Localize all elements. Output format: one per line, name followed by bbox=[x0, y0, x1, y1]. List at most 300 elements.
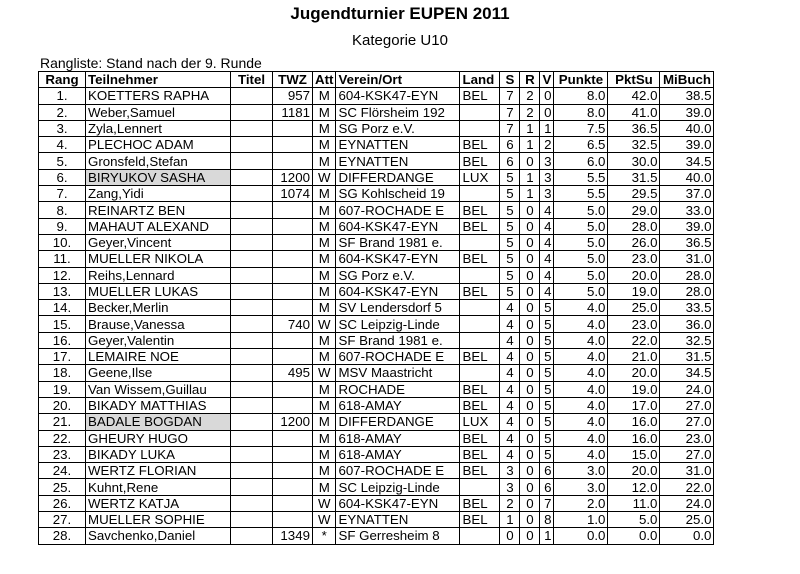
cell-r: 1 bbox=[520, 186, 540, 202]
cell-twz bbox=[273, 300, 313, 316]
col-header-punkte: Punkte bbox=[554, 72, 608, 88]
cell-name: Gronsfeld,Stefan bbox=[86, 153, 231, 169]
cell-r: 0 bbox=[520, 202, 540, 218]
cell-r: 0 bbox=[520, 495, 540, 511]
cell-mibuch: 28.0 bbox=[660, 283, 714, 299]
cell-title bbox=[231, 104, 273, 120]
cell-pktsu: 21.0 bbox=[608, 349, 660, 365]
cell-att: W bbox=[313, 365, 336, 381]
cell-rank: 5. bbox=[39, 153, 86, 169]
cell-rank: 16. bbox=[39, 332, 86, 348]
cell-s: 4 bbox=[500, 381, 520, 397]
cell-s: 7 bbox=[500, 120, 520, 136]
table-row bbox=[39, 234, 714, 250]
cell-name: WERTZ FLORIAN bbox=[86, 463, 231, 479]
cell-r: 0 bbox=[520, 463, 540, 479]
cell-mibuch: 39.0 bbox=[660, 218, 714, 234]
cell-title bbox=[231, 202, 273, 218]
cell-twz: 1181 bbox=[273, 104, 313, 120]
cell-r: 0 bbox=[520, 528, 540, 544]
cell-club: SF Brand 1981 e. bbox=[336, 332, 460, 348]
cell-v: 7 bbox=[540, 495, 554, 511]
table-row bbox=[39, 186, 714, 202]
cell-twz bbox=[273, 463, 313, 479]
cell-v: 6 bbox=[540, 479, 554, 495]
cell-pktsu: 19.0 bbox=[608, 283, 660, 299]
cell-twz bbox=[273, 137, 313, 153]
table-row bbox=[39, 512, 714, 528]
cell-pktsu: 20.0 bbox=[608, 365, 660, 381]
col-header-twz: TWZ bbox=[273, 72, 313, 88]
table-row bbox=[39, 316, 714, 332]
table-row bbox=[39, 479, 714, 495]
cell-v: 4 bbox=[540, 283, 554, 299]
cell-club: 607-ROCHADE E bbox=[336, 349, 460, 365]
cell-club: EYNATTEN bbox=[336, 137, 460, 153]
cell-v: 5 bbox=[540, 414, 554, 430]
cell-mibuch: 27.0 bbox=[660, 414, 714, 430]
cell-r: 0 bbox=[520, 153, 540, 169]
cell-twz bbox=[273, 153, 313, 169]
cell-twz bbox=[273, 267, 313, 283]
cell-rank: 19. bbox=[39, 381, 86, 397]
cell-rank: 1. bbox=[39, 88, 86, 104]
ranking-body bbox=[39, 88, 714, 544]
cell-twz: 495 bbox=[273, 365, 313, 381]
cell-r: 0 bbox=[520, 332, 540, 348]
cell-pktsu: 30.0 bbox=[608, 153, 660, 169]
cell-mibuch: 33.5 bbox=[660, 300, 714, 316]
table-row bbox=[39, 381, 714, 397]
cell-att: M bbox=[313, 283, 336, 299]
ranking-table bbox=[38, 71, 714, 545]
cell-att: M bbox=[313, 430, 336, 446]
cell-att: M bbox=[313, 381, 336, 397]
cell-club: 607-ROCHADE E bbox=[336, 463, 460, 479]
cell-title bbox=[231, 186, 273, 202]
cell-points: 4.0 bbox=[554, 446, 608, 462]
cell-name: BADALE BOGDAN bbox=[86, 414, 231, 430]
cell-att: M bbox=[313, 202, 336, 218]
cell-pktsu: 11.0 bbox=[608, 495, 660, 511]
cell-v: 8 bbox=[540, 512, 554, 528]
table-row bbox=[39, 120, 714, 136]
table-row bbox=[39, 300, 714, 316]
cell-rank: 24. bbox=[39, 463, 86, 479]
cell-mibuch: 36.0 bbox=[660, 316, 714, 332]
cell-s: 5 bbox=[500, 169, 520, 185]
cell-name: Van Wissem,Guillau bbox=[86, 381, 231, 397]
cell-s: 0 bbox=[500, 528, 520, 544]
cell-points: 4.0 bbox=[554, 349, 608, 365]
cell-points: 4.0 bbox=[554, 397, 608, 413]
table-row bbox=[39, 251, 714, 267]
cell-club: SF Gerresheim 8 bbox=[336, 528, 460, 544]
cell-v: 5 bbox=[540, 381, 554, 397]
cell-s: 4 bbox=[500, 430, 520, 446]
cell-twz bbox=[273, 234, 313, 250]
cell-land: BEL bbox=[460, 88, 500, 104]
cell-title bbox=[231, 430, 273, 446]
table-row bbox=[39, 218, 714, 234]
cell-name: BIKADY LUKA bbox=[86, 446, 231, 462]
cell-mibuch: 32.5 bbox=[660, 332, 714, 348]
cell-rank: 14. bbox=[39, 300, 86, 316]
cell-r: 0 bbox=[520, 430, 540, 446]
cell-v: 4 bbox=[540, 251, 554, 267]
cell-name: KOETTERS RAPHA bbox=[86, 88, 231, 104]
cell-club: DIFFERDANGE bbox=[336, 414, 460, 430]
cell-mibuch: 33.0 bbox=[660, 202, 714, 218]
cell-twz bbox=[273, 430, 313, 446]
cell-rank: 6. bbox=[39, 169, 86, 185]
cell-land bbox=[460, 528, 500, 544]
cell-rank: 23. bbox=[39, 446, 86, 462]
cell-points: 2.0 bbox=[554, 495, 608, 511]
cell-land: BEL bbox=[460, 202, 500, 218]
cell-s: 2 bbox=[500, 495, 520, 511]
cell-pktsu: 12.0 bbox=[608, 479, 660, 495]
col-header-mibuch: MiBuch bbox=[660, 72, 714, 88]
cell-name: MUELLER SOPHIE bbox=[86, 512, 231, 528]
cell-twz: 1200 bbox=[273, 414, 313, 430]
cell-points: 4.0 bbox=[554, 430, 608, 446]
cell-att: M bbox=[313, 218, 336, 234]
cell-s: 5 bbox=[500, 267, 520, 283]
table-row bbox=[39, 365, 714, 381]
table-row bbox=[39, 283, 714, 299]
cell-name: Geene,Ilse bbox=[86, 365, 231, 381]
cell-title bbox=[231, 283, 273, 299]
cell-twz bbox=[273, 349, 313, 365]
cell-title bbox=[231, 397, 273, 413]
cell-title bbox=[231, 512, 273, 528]
cell-v: 5 bbox=[540, 316, 554, 332]
cell-points: 8.0 bbox=[554, 104, 608, 120]
cell-name: GHEURY HUGO bbox=[86, 430, 231, 446]
cell-att: * bbox=[313, 528, 336, 544]
cell-r: 0 bbox=[520, 283, 540, 299]
cell-rank: 21. bbox=[39, 414, 86, 430]
cell-land bbox=[460, 365, 500, 381]
cell-rank: 27. bbox=[39, 512, 86, 528]
cell-rank: 18. bbox=[39, 365, 86, 381]
cell-pktsu: 29.0 bbox=[608, 202, 660, 218]
cell-land: BEL bbox=[460, 430, 500, 446]
cell-att: M bbox=[313, 414, 336, 430]
cell-name: Weber,Samuel bbox=[86, 104, 231, 120]
ranking-caption: Rangliste: Stand nach der 9. Runde bbox=[40, 55, 262, 71]
cell-title bbox=[231, 349, 273, 365]
col-header-land: Land bbox=[460, 72, 500, 88]
cell-mibuch: 27.0 bbox=[660, 397, 714, 413]
cell-s: 4 bbox=[500, 397, 520, 413]
cell-mibuch: 39.0 bbox=[660, 137, 714, 153]
cell-land: BEL bbox=[460, 381, 500, 397]
cell-points: 6.0 bbox=[554, 153, 608, 169]
cell-title bbox=[231, 267, 273, 283]
cell-pktsu: 16.0 bbox=[608, 430, 660, 446]
cell-club: SV Lendersdorf 5 bbox=[336, 300, 460, 316]
cell-pktsu: 32.5 bbox=[608, 137, 660, 153]
cell-mibuch: 24.0 bbox=[660, 495, 714, 511]
col-header-titel: Titel bbox=[231, 72, 273, 88]
cell-att: M bbox=[313, 104, 336, 120]
cell-s: 5 bbox=[500, 218, 520, 234]
cell-v: 4 bbox=[540, 267, 554, 283]
cell-pktsu: 20.0 bbox=[608, 267, 660, 283]
cell-land: LUX bbox=[460, 414, 500, 430]
cell-name: Zyla,Lennert bbox=[86, 120, 231, 136]
table-row bbox=[39, 463, 714, 479]
cell-rank: 4. bbox=[39, 137, 86, 153]
cell-rank: 15. bbox=[39, 316, 86, 332]
table-header-row bbox=[39, 72, 714, 88]
cell-r: 2 bbox=[520, 104, 540, 120]
cell-land: BEL bbox=[460, 495, 500, 511]
cell-points: 3.0 bbox=[554, 463, 608, 479]
cell-r: 0 bbox=[520, 381, 540, 397]
cell-title bbox=[231, 479, 273, 495]
cell-pktsu: 5.0 bbox=[608, 512, 660, 528]
cell-name: Becker,Merlin bbox=[86, 300, 231, 316]
cell-land bbox=[460, 300, 500, 316]
cell-points: 5.0 bbox=[554, 267, 608, 283]
cell-club: 618-AMAY bbox=[336, 430, 460, 446]
cell-title bbox=[231, 414, 273, 430]
cell-s: 7 bbox=[500, 104, 520, 120]
table-row bbox=[39, 397, 714, 413]
cell-name: Brause,Vanessa bbox=[86, 316, 231, 332]
cell-rank: 22. bbox=[39, 430, 86, 446]
cell-land bbox=[460, 479, 500, 495]
cell-s: 5 bbox=[500, 186, 520, 202]
cell-points: 1.0 bbox=[554, 512, 608, 528]
cell-title bbox=[231, 332, 273, 348]
cell-twz: 740 bbox=[273, 316, 313, 332]
col-header-verein: Verein/Ort bbox=[336, 72, 460, 88]
col-header-teilnehmer: Teilnehmer bbox=[86, 72, 231, 88]
cell-twz bbox=[273, 251, 313, 267]
cell-r: 1 bbox=[520, 137, 540, 153]
cell-name: REINARTZ BEN bbox=[86, 202, 231, 218]
cell-points: 0.0 bbox=[554, 528, 608, 544]
cell-pktsu: 20.0 bbox=[608, 463, 660, 479]
cell-att: M bbox=[313, 88, 336, 104]
cell-rank: 13. bbox=[39, 283, 86, 299]
cell-v: 3 bbox=[540, 186, 554, 202]
cell-att: M bbox=[313, 267, 336, 283]
cell-att: M bbox=[313, 332, 336, 348]
col-header-v: V bbox=[540, 72, 554, 88]
cell-points: 4.0 bbox=[554, 300, 608, 316]
cell-mibuch: 31.0 bbox=[660, 251, 714, 267]
cell-points: 4.0 bbox=[554, 365, 608, 381]
cell-r: 0 bbox=[520, 218, 540, 234]
table-row bbox=[39, 202, 714, 218]
cell-twz: 1200 bbox=[273, 169, 313, 185]
cell-club: 604-KSK47-EYN bbox=[336, 495, 460, 511]
cell-att: W bbox=[313, 316, 336, 332]
cell-title bbox=[231, 495, 273, 511]
cell-mibuch: 37.0 bbox=[660, 186, 714, 202]
cell-name: Geyer,Vincent bbox=[86, 234, 231, 250]
cell-land bbox=[460, 316, 500, 332]
cell-rank: 10. bbox=[39, 234, 86, 250]
table-row bbox=[39, 153, 714, 169]
cell-title bbox=[231, 300, 273, 316]
table-row bbox=[39, 104, 714, 120]
cell-club: 618-AMAY bbox=[336, 446, 460, 462]
cell-s: 7 bbox=[500, 88, 520, 104]
cell-s: 1 bbox=[500, 512, 520, 528]
cell-mibuch: 24.0 bbox=[660, 381, 714, 397]
document-title: Jugendturnier EUPEN 2011 bbox=[290, 4, 510, 23]
cell-name: MAHAUT ALEXAND bbox=[86, 218, 231, 234]
cell-rank: 26. bbox=[39, 495, 86, 511]
cell-twz bbox=[273, 446, 313, 462]
cell-pktsu: 31.5 bbox=[608, 169, 660, 185]
cell-rank: 2. bbox=[39, 104, 86, 120]
cell-twz bbox=[273, 495, 313, 511]
cell-twz bbox=[273, 218, 313, 234]
cell-land bbox=[460, 186, 500, 202]
cell-mibuch: 31.5 bbox=[660, 349, 714, 365]
cell-s: 5 bbox=[500, 234, 520, 250]
cell-s: 5 bbox=[500, 283, 520, 299]
cell-v: 5 bbox=[540, 430, 554, 446]
cell-points: 5.0 bbox=[554, 234, 608, 250]
cell-att: M bbox=[313, 234, 336, 250]
cell-points: 5.0 bbox=[554, 202, 608, 218]
cell-name: Reihs,Lennard bbox=[86, 267, 231, 283]
cell-att: W bbox=[313, 495, 336, 511]
cell-name: Kuhnt,Rene bbox=[86, 479, 231, 495]
cell-r: 0 bbox=[520, 267, 540, 283]
cell-points: 5.5 bbox=[554, 186, 608, 202]
cell-land: BEL bbox=[460, 137, 500, 153]
col-header-s: S bbox=[500, 72, 520, 88]
cell-title bbox=[231, 169, 273, 185]
cell-name: MUELLER NIKOLA bbox=[86, 251, 231, 267]
cell-att: M bbox=[313, 479, 336, 495]
cell-v: 6 bbox=[540, 463, 554, 479]
cell-rank: 8. bbox=[39, 202, 86, 218]
cell-name: LEMAIRE NOE bbox=[86, 349, 231, 365]
cell-mibuch: 39.0 bbox=[660, 104, 714, 120]
cell-name: Geyer,Valentin bbox=[86, 332, 231, 348]
cell-v: 5 bbox=[540, 446, 554, 462]
cell-club: SF Brand 1981 e. bbox=[336, 234, 460, 250]
cell-s: 4 bbox=[500, 300, 520, 316]
cell-att: M bbox=[313, 251, 336, 267]
cell-pktsu: 23.0 bbox=[608, 251, 660, 267]
cell-name: Savchenko,Daniel bbox=[86, 528, 231, 544]
cell-land: BEL bbox=[460, 251, 500, 267]
cell-rank: 12. bbox=[39, 267, 86, 283]
cell-v: 2 bbox=[540, 137, 554, 153]
cell-points: 3.0 bbox=[554, 479, 608, 495]
cell-club: SC Leipzig-Linde bbox=[336, 316, 460, 332]
cell-twz: 957 bbox=[273, 88, 313, 104]
cell-v: 3 bbox=[540, 169, 554, 185]
cell-pktsu: 28.0 bbox=[608, 218, 660, 234]
table-row bbox=[39, 528, 714, 544]
cell-s: 6 bbox=[500, 137, 520, 153]
cell-land bbox=[460, 120, 500, 136]
cell-v: 1 bbox=[540, 120, 554, 136]
cell-land: LUX bbox=[460, 169, 500, 185]
col-header-att: Att bbox=[313, 72, 336, 88]
cell-club: SC Flörsheim 192 bbox=[336, 104, 460, 120]
cell-points: 5.0 bbox=[554, 218, 608, 234]
cell-pktsu: 0.0 bbox=[608, 528, 660, 544]
cell-twz bbox=[273, 120, 313, 136]
cell-r: 0 bbox=[520, 316, 540, 332]
table-row bbox=[39, 495, 714, 511]
cell-club: SC Leipzig-Linde bbox=[336, 479, 460, 495]
cell-twz bbox=[273, 512, 313, 528]
cell-mibuch: 36.5 bbox=[660, 234, 714, 250]
cell-v: 5 bbox=[540, 397, 554, 413]
cell-s: 4 bbox=[500, 332, 520, 348]
cell-title bbox=[231, 120, 273, 136]
cell-title bbox=[231, 381, 273, 397]
cell-name: PLECHOC ADAM bbox=[86, 137, 231, 153]
cell-pktsu: 19.0 bbox=[608, 381, 660, 397]
cell-points: 5.5 bbox=[554, 169, 608, 185]
table-row bbox=[39, 446, 714, 462]
cell-s: 4 bbox=[500, 446, 520, 462]
cell-v: 4 bbox=[540, 234, 554, 250]
cell-r: 1 bbox=[520, 169, 540, 185]
cell-pktsu: 22.0 bbox=[608, 332, 660, 348]
cell-name: BIKADY MATTHIAS bbox=[86, 397, 231, 413]
cell-club: DIFFERDANGE bbox=[336, 169, 460, 185]
cell-name: Zang,Yidi bbox=[86, 186, 231, 202]
table-row bbox=[39, 88, 714, 104]
cell-title bbox=[231, 153, 273, 169]
cell-land bbox=[460, 267, 500, 283]
cell-v: 5 bbox=[540, 349, 554, 365]
cell-club: 604-KSK47-EYN bbox=[336, 251, 460, 267]
cell-s: 4 bbox=[500, 349, 520, 365]
cell-points: 4.0 bbox=[554, 316, 608, 332]
cell-twz: 1349 bbox=[273, 528, 313, 544]
cell-att: M bbox=[313, 397, 336, 413]
cell-land: BEL bbox=[460, 463, 500, 479]
cell-title bbox=[231, 463, 273, 479]
cell-rank: 28. bbox=[39, 528, 86, 544]
cell-pktsu: 23.0 bbox=[608, 316, 660, 332]
cell-r: 0 bbox=[520, 512, 540, 528]
cell-att: M bbox=[313, 300, 336, 316]
cell-club: 604-KSK47-EYN bbox=[336, 283, 460, 299]
cell-land bbox=[460, 332, 500, 348]
cell-club: SG Porz e.V. bbox=[336, 267, 460, 283]
cell-club: EYNATTEN bbox=[336, 153, 460, 169]
cell-land: BEL bbox=[460, 283, 500, 299]
cell-club: MSV Maastricht bbox=[336, 365, 460, 381]
cell-s: 3 bbox=[500, 463, 520, 479]
cell-land bbox=[460, 234, 500, 250]
cell-twz bbox=[273, 202, 313, 218]
cell-pktsu: 41.0 bbox=[608, 104, 660, 120]
cell-title bbox=[231, 88, 273, 104]
cell-s: 4 bbox=[500, 365, 520, 381]
cell-name: MUELLER LUKAS bbox=[86, 283, 231, 299]
cell-att: M bbox=[313, 153, 336, 169]
